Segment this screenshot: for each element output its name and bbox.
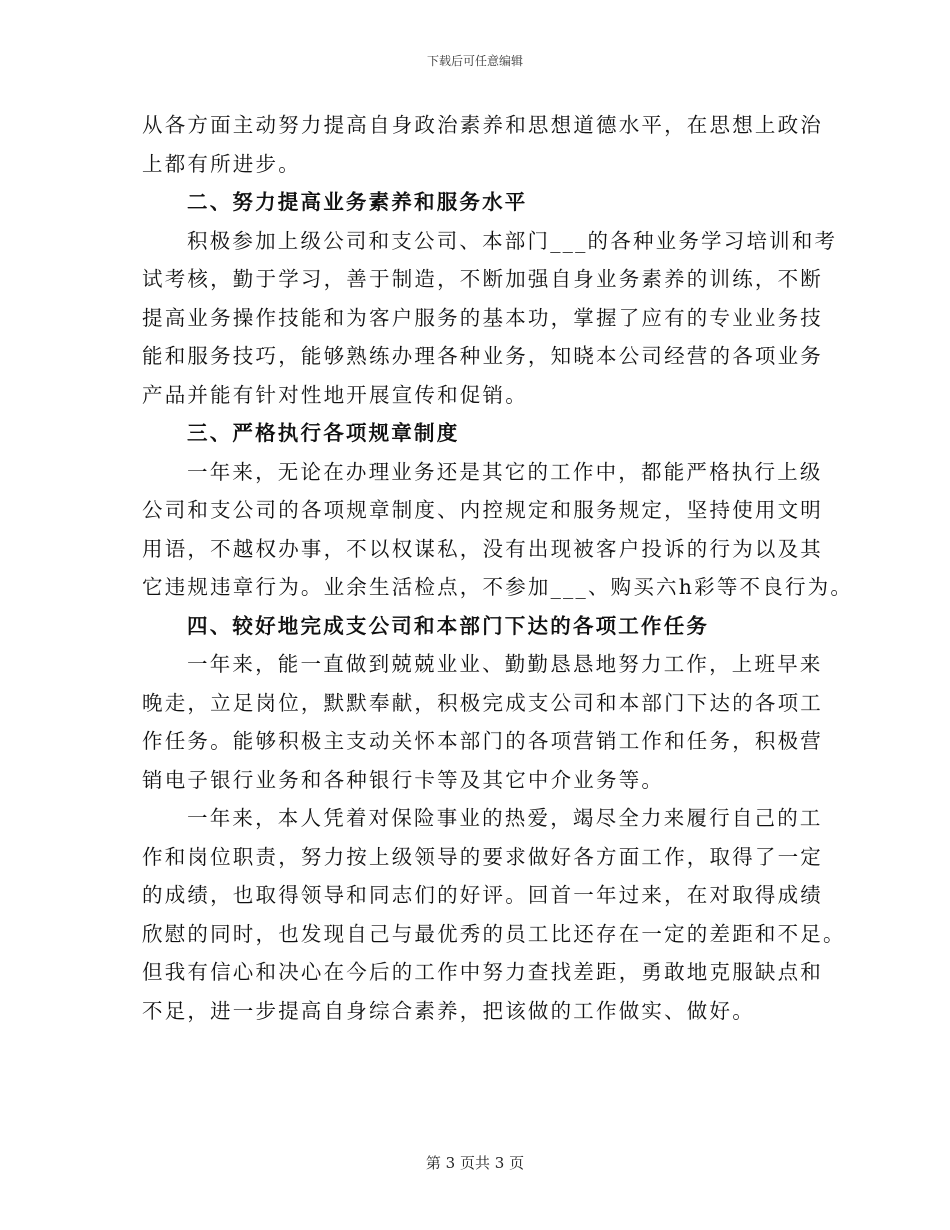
text-line: 能和服务技巧，能够熟练办理各种业务，知晓本公司经营的各项业务 (142, 344, 823, 368)
text-line: 作和岗位职责，努力按上级领导的要求做好各方面工作，取得了一定 (142, 844, 823, 869)
text-line: 试考核，勤于学习，善于制造，不断加强自身业务素养的训练，不断 (142, 267, 823, 291)
text-line: 用语，不越权办事，不以权谋私，没有出现被客户投诉的行为以及其 (142, 536, 823, 561)
text-line: 欣慰的同时，也发现自己与最优秀的员工比还存在一定的差距和不足。 (142, 921, 846, 946)
text-line: 提高业务操作技能和为客户服务的基本功，掌握了应有的专业业务技 (142, 305, 823, 330)
paragraph-first-line: 积极参加上级公司和支公司、本部门___的各种业务学习培训和考 (187, 228, 838, 253)
text-line: 从各方面主动努力提高自身政治素养和思想道德水平，在思想上政治 (142, 113, 823, 137)
paragraph-first-line: 一年来，本人凭着对保险事业的热爱，竭尽全力来履行自己的工 (187, 806, 823, 830)
section-heading: 二、努力提高业务素养和服务水平 (187, 190, 528, 214)
text-line: 产品并能有针对性地开展宣传和促销。 (142, 382, 528, 407)
text-line: 作任务。能够积极主支动关怀本部门的各项营销工作和任务，积极营 (142, 729, 823, 753)
document-body (142, 106, 854, 1030)
text-line: 晚走，立足岗位，默默奉献，积极完成支公司和本部门下达的各项工 (142, 690, 823, 715)
paragraph-first-line: 一年来，能一直做到兢兢业业、勤勤恳恳地努力工作，上班早来 (187, 652, 823, 676)
page-number: 第 3 页共 3 页 (425, 1154, 525, 1172)
text-line: 的成绩，也取得领导和同志们的好评。回首一年过来，在对取得成绩 (142, 883, 823, 907)
text-line: 公司和支公司的各项规章制度、内控规定和服务规定，坚持使用文明 (142, 498, 823, 522)
page-header: 下载后可任意编辑 (426, 54, 523, 68)
text-line: 上都有所进步。 (142, 151, 301, 176)
text-line: 但我有信心和决心在今后的工作中努力查找差距，勇敢地克服缺点和 (142, 960, 823, 984)
text-line: 销电子银行业务和各种银行卡等及其它中介业务等。 (142, 767, 665, 792)
text-line: 它违规违章行为。业余生活检点，不参加___、购买六h彩等不良行为。 (142, 575, 854, 599)
text-line: 不足，进一步提高自身综合素养，把该做的工作做实、做好。 (142, 998, 755, 1023)
section-heading: 三、严格执行各项规章制度 (187, 421, 460, 445)
paragraph-first-line: 一年来，无论在办理业务还是其它的工作中，都能严格执行上级 (187, 459, 823, 484)
section-heading: 四、较好地完成支公司和本部门下达的各项工作任务 (187, 613, 710, 638)
